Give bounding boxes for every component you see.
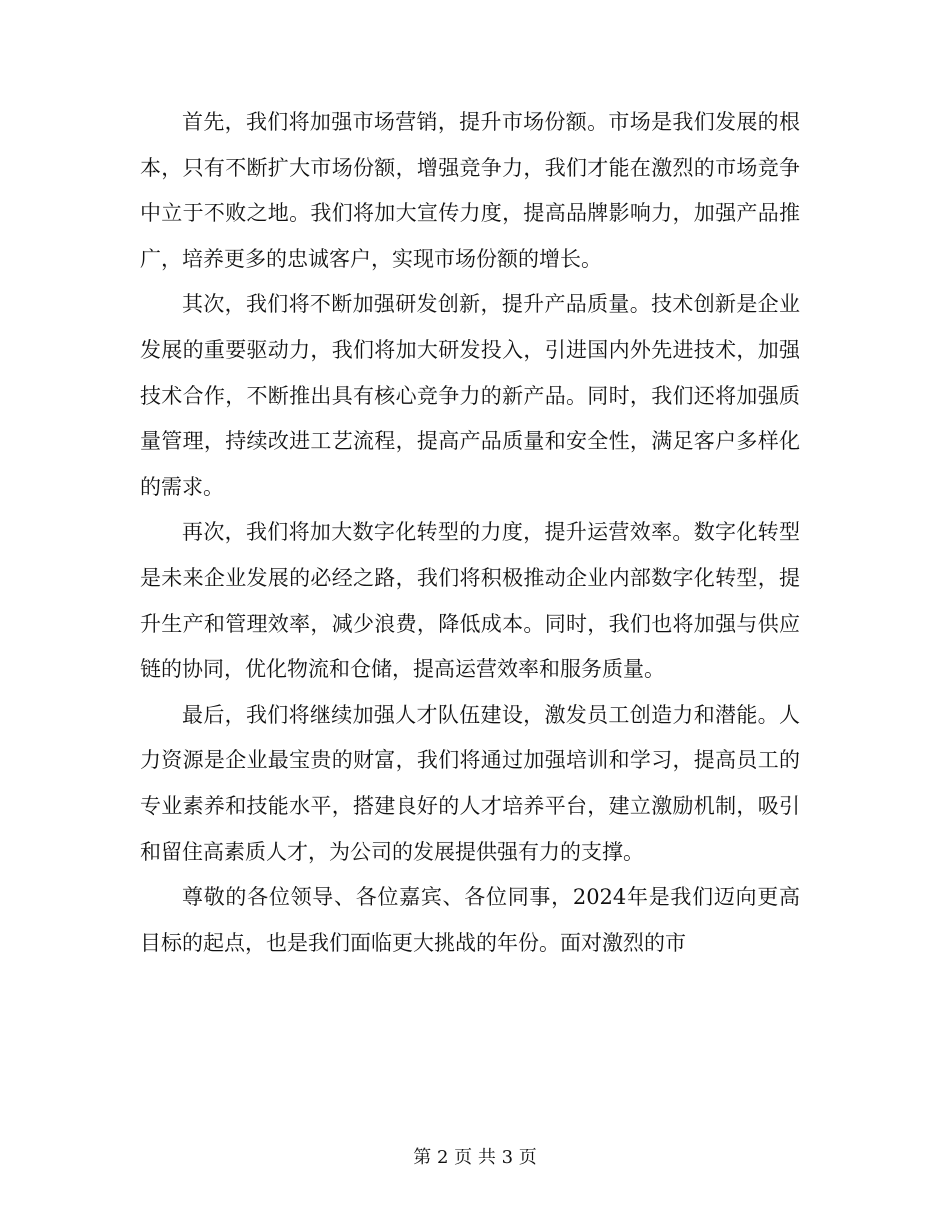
page-footer	[0, 1146, 950, 1170]
paragraph-marketing: 首先，我们将加强市场营销，提升市场份额。市场是我们发展的根本，只有不断扩大市场份额，增强竞争力，我们才能在激烈的市场竞争中立于不败之地。我们将加大宣传力度，提高品牌影响力，加强产品推广，培养更多的忠诚客户，实现市场份额的增长。	[140, 110, 800, 271]
paragraph-innovation: 其次，我们将不断加强研发创新，提升产品质量。技术创新是企业发展的重要驱动力，我们将加大研发投入，引进国内外先进技术，加强技术合作，不断推出具有核心竞争力的新产品。同时，我们还将加强质量管理，持续改进工艺流程，提高产品质量和安全性，满足客户多样化的需求。	[140, 292, 800, 499]
paragraph-digital-transformation: 再次，我们将加大数字化转型的力度，提升运营效率。数字化转型是未来企业发展的必经之路，我们将积极推动企业内部数字化转型，提升生产和管理效率，减少浪费，降低成本。同时，我们也将加强与供应链的协同，优化物流和仓储，提高运营效率和服务质量。	[140, 520, 800, 682]
paragraph-closing: 尊敬的各位领导、各位嘉宾、各位同事，2024年是我们迈向更高目标的起点，也是我们面临更大挑战的年份。面对激烈的市	[140, 885, 800, 955]
page-number: 第 2 页 共 3 页	[413, 1147, 537, 1168]
document-body	[140, 100, 800, 966]
paragraph-talent: 最后，我们将继续加强人才队伍建设，激发员工创造力和潜能。人力资源是企业最宝贵的财富，我们将通过加强培训和学习，提高员工的专业素养和技能水平，搭建良好的人才培养平台，建立激励机制，吸引和留住高素质人才，为公司的发展提供强有力的支撑。	[140, 702, 800, 864]
